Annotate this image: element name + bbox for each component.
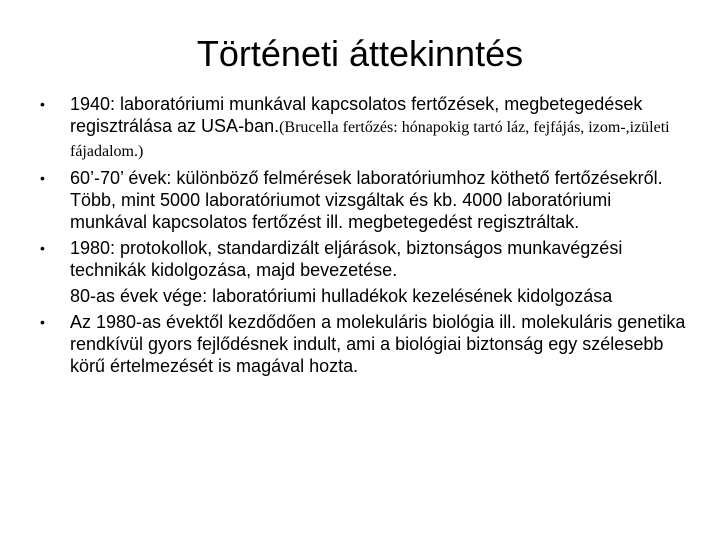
bullet-icon: • [40,314,45,330]
bullet-icon: • [40,240,45,256]
bullet-icon: • [40,96,45,112]
bullet-item-60-70 [40,167,690,233]
bullet-note: (Brucella fertőzés: hónapokig tartó láz, fejfájás, izom-,izületi fájadalom.) [70,119,670,160]
continuation-text: 80-as évek vége: laboratóriumi hulladékok kezelésének kidolgozása [70,286,613,306]
bullet-text: Az 1980-as évektől kezdődően a molekuláris biológia ill. molekuláris genetika rendkívül gyors fejlődésnek indult, ami a biológiai biztonság egy szélesebb körű értelmezését is magával hozta. [70,312,686,376]
bullet-item-1940 [40,93,690,163]
bullet-continuation [40,285,690,307]
bullet-text: 1940: laboratóriumi munkával kapcsolatos fertőzések, megbetegedések regisztrálása az USA-ban. [70,94,643,136]
bullet-item-1980 [40,237,690,281]
bullet-list [40,93,690,381]
bullet-text: 60’-70’ évek: különböző felmérések laboratóriumhoz köthető fertőzésekről. Több, mint 5000 laboratóriumot vizsgáltak és kb. 4000 laboratóriumi munkával kapcsolatos fertőzést ill. megbetegedést regisztráltak. [70,168,663,232]
bullet-item-molecular [40,311,690,377]
slide-title: Történeti áttekinntés [196,33,524,74]
bullet-icon: • [40,170,45,186]
bullet-text: 1980: protokollok, standardizált eljárások, biztonságos munkavégzési technikák kidolgozása, majd bevezetése. [70,238,623,280]
